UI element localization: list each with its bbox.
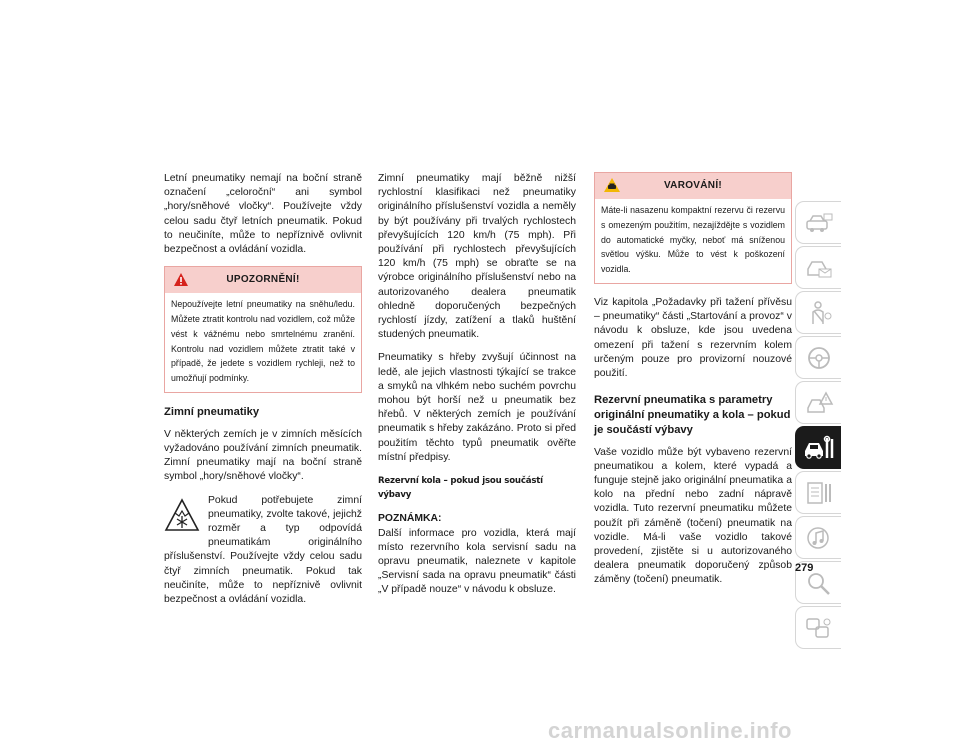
caution-title: UPOZORNĚNÍ! (226, 274, 300, 286)
warning-text: Máte-li nasazenu kompaktní rezervu či rezervu s omezeným použitím, nezajíždějte s vozidlem do automatické myčky, neboť má sníženou světlou výšku. Může to vést k poškození vozidla. (601, 205, 785, 275)
studded-tires-paragraph: Pneumatiky s hřeby zvyšují účinnost na ledě, ale jejich vlastnosti týkající se trakce a smyků na vlhkém nebo suchém povrchu mohou být horší než u pneumatik bez hřebů. V některých zemích je používání pneumatik s hřeby zakázáno. Proto si před použitím těchto typů pneumatik ověřte místní předpisy. (378, 352, 576, 463)
tab-car-dashboard[interactable] (795, 201, 841, 244)
winter-tires-heading: Zimní pneumatiky (164, 406, 260, 418)
car-dashboard-icon (804, 210, 834, 236)
checklist-tools-icon (804, 480, 834, 506)
caution-text: Nepoužívejte letní pneumatiky na sněhu/ledu. Můžete ztratit kontrolu nad vozidlem, což může vést k vážnému nebo smrtelnému zranění. Kontrolu nad vozidlem můžete ztratit také v případě, že jedete s vozidlem rychleji, než to umožňují podmínky. (171, 299, 355, 384)
winter-paragraph-2 (164, 494, 362, 608)
mountain-snowflake-icon (164, 496, 200, 537)
towing-paragraph: Viz kapitola „Požadavky při tažení přívěsu – pneumatiky“ části „Startování a provoz“ v návodu k obsluze, kde jsou uvedena omezení při tažení s rezervním kolem určeným pouze pro provizorní nouzové použití. (594, 296, 792, 379)
tab-car-crash-warning[interactable] (795, 381, 841, 424)
car-mail-icon (804, 255, 834, 281)
warning-box (594, 172, 792, 284)
matching-spare-paragraph: Vaše vozidlo může být vybaveno rezervní pneumatikou a kolem, které vypadá a funguje stejně jako originální pneumatika a kolo na přední nebo zadní nápravě vozidla. Tuto rezervní pneumatiku můžete použít při záměně (točení) pneumatik na vozidle. Má-li vaše vozidlo takové provedení, zjistěte si u autorizovaného dealera pneumatik doporučený způsob záměny (točení) pneumatik. (594, 446, 792, 586)
page-number: 279 (795, 562, 814, 574)
car-warning-icon (603, 178, 621, 204)
car-tools-icon (803, 435, 835, 461)
note-text: Další informace pro vozidla, která mají místo rezervního kola servisní sadu na opravu pneumatik, naleznete v kapitole „Servisní sada na opravu pneumatik“ části „V případě nouze“ v návodu k obsluze. (378, 527, 576, 596)
tab-car-mail[interactable] (795, 246, 841, 289)
tab-seatbelt-person[interactable] (795, 291, 841, 334)
column-left (164, 172, 362, 616)
winter-paragraph-1: V některých zemích je v zimních měsících vyžadováno používání zimních pneumatik. Zimní pneumatiky mají na boční straně symbol „hory/sněhové vločky“. (164, 428, 362, 483)
tab-car-tools[interactable] (795, 426, 841, 469)
tab-music-note[interactable] (795, 516, 841, 559)
music-note-icon (804, 525, 834, 551)
warning-title: VAROVÁNÍ! (663, 180, 723, 191)
chapter-tabs (795, 201, 841, 651)
column-middle (378, 172, 576, 607)
tab-steering-wheel[interactable] (795, 336, 841, 379)
warning-header (595, 173, 791, 199)
steering-wheel-icon (804, 345, 834, 371)
note-block (378, 512, 576, 597)
car-crash-warning-icon (804, 390, 834, 416)
warning-triangle-icon (173, 272, 189, 298)
winter-speed-paragraph: Zimní pneumatiky mají běžně nižší rychlostní klasifikaci než pneumatiky originálního příslušenství vozidla a neměly by být používány při trvalých rychlostech převyšujících 120 km/h (75 mph). Při používání při rychlostech převyšujících 120 km/h (75 mph) se obraťte se na výrobce originálního příslušenství nebo na autorizovaného dealera pneumatik ohledně doporučených bezpečných rychlostí jízdy, zatížení a tlaků huštění studených pneumatik. (378, 173, 576, 341)
caution-header (165, 267, 361, 293)
column-right (594, 172, 792, 597)
note-label: POZNÁMKA: (378, 513, 442, 525)
watermark: carmanualsonline.info (548, 718, 792, 743)
seatbelt-person-icon (804, 300, 834, 326)
language-settings-icon (804, 615, 834, 641)
tab-checklist-tools[interactable] (795, 471, 841, 514)
intro-paragraph: Letní pneumatiky nemají na boční straně označení „celoroční“ ani symbol „hory/sněhové vločky“. Používejte vždy celou sadu čtyř letních pneumatik. Pokud to neučiníte, může to nepříznivě ovlivnit bezpečnost a ovládání vozidla. (164, 173, 362, 256)
tab-language-settings[interactable] (795, 606, 841, 649)
caution-box (164, 266, 362, 393)
spare-tires-heading: Rezervní kola – pokud jsou součástí výbavy (378, 476, 543, 501)
winter-paragraph-2-text: Pokud potřebujete zimní pneumatiky, zvolte takové, jejichž rozměr a typ odpovídá pneumatikám originálního příslušenství. Používejte vždy celou sadu čtyř zimních pneumatik. Pokud tak neučiníte, může to nepříznivě ovlivnit bezpečnost a ovládání vozidla. (164, 494, 362, 606)
matching-spare-heading: Rezervní pneumatika s parametry originální pneumatiky a kola – pokud je součástí výbavy (594, 394, 791, 436)
